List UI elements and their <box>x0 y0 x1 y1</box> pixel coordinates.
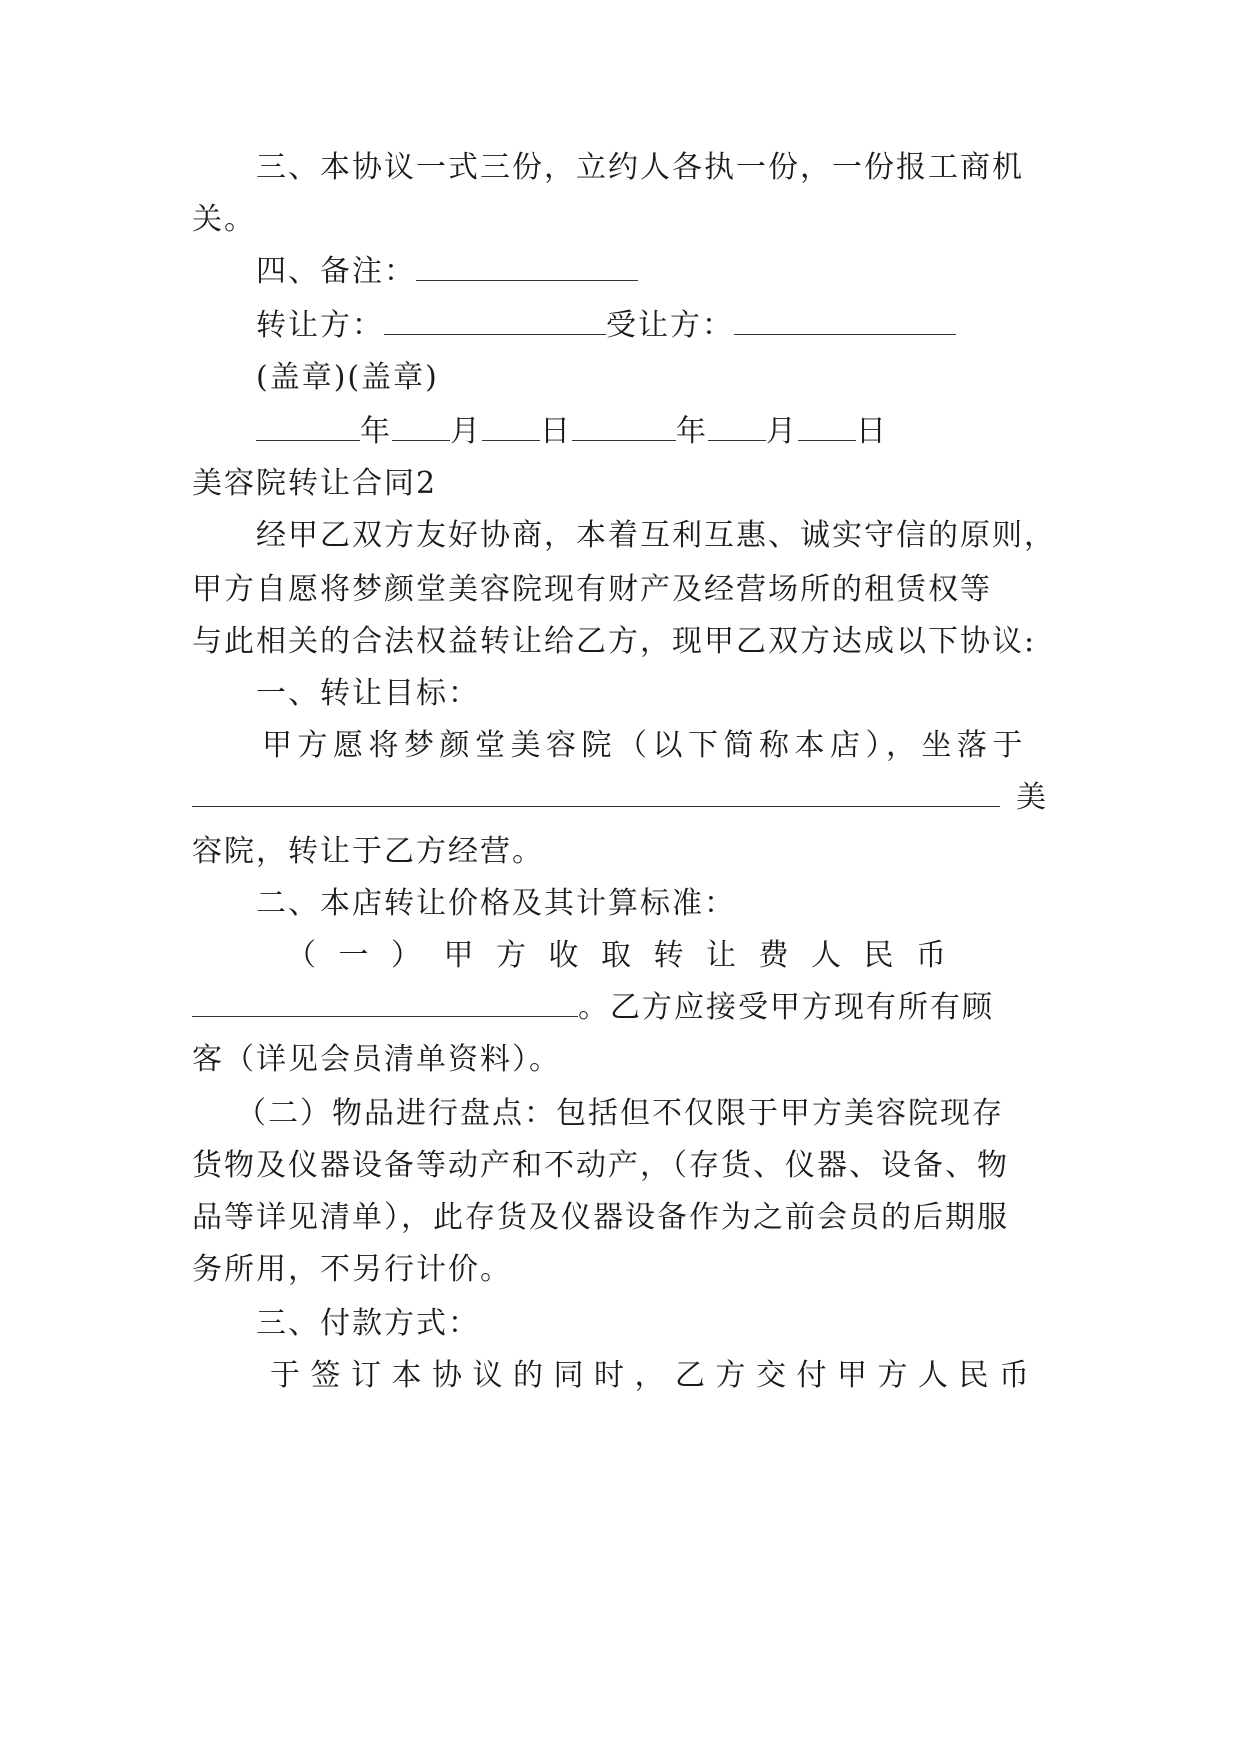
remarks-label: 四、备注： <box>256 254 416 289</box>
date-blank-month-1 <box>392 414 450 441</box>
date-blank-year-2 <box>572 414 676 441</box>
section-2-item-1-line-2-text: 。乙方应接受甲方现有所有顾 <box>578 990 994 1025</box>
section-2-item-1-line-3: 客（详见会员清单资料）。 <box>192 1042 561 1077</box>
section-3-title: 三、付款方式： <box>256 1306 480 1341</box>
section-1-line-1 <box>262 726 1048 766</box>
section-2-item-2-line-2: 货物及仪器设备等动产和不动产，（存货、仪器、设备、物 <box>192 1148 1009 1183</box>
section-1-line-2-end: 美 <box>1016 780 1048 815</box>
signature-line <box>256 306 1048 346</box>
section-1-line-3: 容院，转让于乙方经营。 <box>192 834 544 869</box>
section-1-title: 一、转让目标： <box>256 676 480 711</box>
section-2-item-2-line-4: 务所用，不另行计价。 <box>192 1252 512 1287</box>
section-3-line-1: 于签订本协议的同时，乙方交付甲方人民币 <box>270 1358 1040 1393</box>
remarks-line <box>256 252 1048 292</box>
intro-line-3: 与此相关的合法权益转让给乙方，现甲乙双方达成以下协议: <box>192 624 1037 659</box>
date-blank-month-2 <box>708 414 766 441</box>
contract-heading: 美容院转让合同2 <box>192 466 438 501</box>
transferor-label: 转让方： <box>256 308 384 343</box>
remarks-blank <box>416 254 638 281</box>
date-blank-day-1 <box>482 414 540 441</box>
section-2-item-1-line-1: （一）甲方收取转让费人民币 <box>286 938 969 973</box>
transferor-blank <box>384 308 606 335</box>
date-year-1: 年 <box>360 414 392 449</box>
fee-blank <box>192 990 578 1017</box>
date-month-2: 月 <box>766 414 798 449</box>
date-month-1: 月 <box>450 414 482 449</box>
date-year-2: 年 <box>676 414 708 449</box>
section-1-line-2 <box>192 778 1048 818</box>
clause-3-line-1: 三、本协议一式三份，立约人各执一份，一份报工商机 <box>256 150 1024 185</box>
date-line <box>256 412 1048 452</box>
date-blank-day-2 <box>798 414 856 441</box>
section-2-title: 二、本店转让价格及其计算标准： <box>256 886 736 921</box>
location-blank <box>192 780 1000 807</box>
section-2-item-2-line-3: 品等详见清单），此存货及仪器设备作为之前会员的后期服 <box>192 1200 1009 1235</box>
date-day-2: 日 <box>856 414 888 449</box>
transferee-blank <box>734 308 956 335</box>
section-2-item-2-line-1: （二）物品进行盘点：包括但不仅限于甲方美容院现存 <box>236 1096 1004 1131</box>
seal-line: (盖章)(盖章) <box>256 360 439 395</box>
section-2-item-1-line-2 <box>192 988 1048 1028</box>
date-day-1: 日 <box>540 414 572 449</box>
date-blank-year-1 <box>256 414 360 441</box>
transferee-label: 受让方： <box>606 308 734 343</box>
section-1-line-1-text: 甲方愿将梦颜堂美容院（以下简称本店），坐落于 <box>262 728 1028 763</box>
intro-line-1: 经甲乙双方友好协商，本着互利互惠、诚实守信的原则， <box>256 518 1056 553</box>
clause-3-line-2: 关。 <box>192 202 256 237</box>
intro-line-2: 甲方自愿将梦颜堂美容院现有财产及经营场所的租赁权等 <box>192 572 992 607</box>
